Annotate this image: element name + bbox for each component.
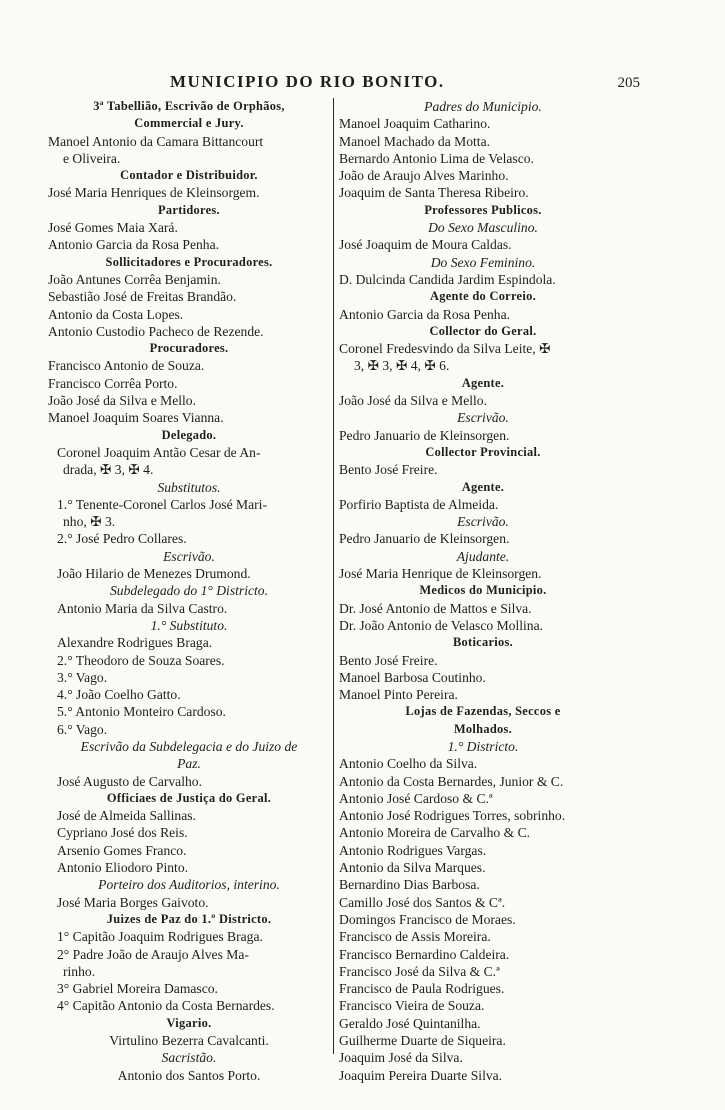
- subheading: 1.° Districto.: [447, 738, 519, 754]
- entry-line: 2° Padre João de Araujo Alves Ma-: [57, 946, 249, 962]
- entry-continuation: e Oliveira.: [63, 150, 121, 166]
- section-heading: 3ª Tabellião, Escrivão de Orphãos,: [93, 99, 285, 113]
- entry-line: Antonio Moreira de Carvalho & C.: [339, 825, 531, 841]
- section-heading: Medicos do Municipio.: [419, 583, 547, 598]
- entry-line: Joaquim de Santa Theresa Ribeiro.: [339, 185, 529, 201]
- entry-line: Bento José Freire.: [339, 652, 438, 668]
- subheading: Escrivão.: [457, 514, 509, 530]
- right-column: [339, 98, 627, 1084]
- entry-line: D. Dulcinda Candida Jardim Espindola.: [339, 271, 556, 287]
- entry-line: Antonio da Costa Bernardes, Junior & C.: [339, 773, 564, 789]
- section-heading: Procuradores.: [149, 341, 229, 356]
- left-column: [48, 98, 330, 1084]
- section-heading: Lojas de Fazendas, Seccos e: [405, 704, 561, 719]
- entry-line: Manoel Antonio da Camara Bittancourt: [48, 133, 264, 149]
- entry-line: Francisco Corrêa Porto.: [48, 375, 178, 391]
- entry-line: 3° Gabriel Moreira Damasco.: [57, 981, 218, 997]
- entry-line: 2.° José Pedro Collares.: [57, 531, 187, 547]
- subheading: Do Sexo Masculino.: [428, 220, 538, 236]
- page-number: 205: [617, 75, 640, 91]
- entry-line: Coronel Joaquim Antão Cesar de An-: [57, 444, 261, 460]
- entry-line: Dr. João Antonio de Velasco Mollina.: [339, 617, 544, 633]
- entry-line: João Hilario de Menezes Drumond.: [57, 566, 251, 582]
- entry-line: Antonio Garcia da Rosa Penha.: [48, 237, 220, 253]
- subheading: Padres do Municipio.: [424, 99, 542, 114]
- column-divider: [333, 98, 334, 1054]
- entry-line: João José da Silva e Mello.: [48, 393, 196, 409]
- section-heading: Delegado.: [161, 427, 217, 442]
- entry-line: José Maria Henrique de Kleinsorgen.: [339, 566, 542, 582]
- subheading: 1.° Substituto.: [150, 617, 228, 633]
- entry-line: Antonio da Costa Lopes.: [48, 306, 184, 322]
- entry-line: Antonio Garcia da Rosa Penha.: [339, 306, 511, 322]
- entry-line: Pedro Januario de Kleinsorgen.: [339, 531, 510, 547]
- entry-line: Francisco Bernardino Caldeira.: [339, 946, 510, 962]
- entry-line: Coronel Fredesvindo da Silva Leite, ✠: [339, 341, 551, 357]
- entry-line: Cypriano José dos Reis.: [57, 825, 188, 841]
- entry-line: Francisco de Assis Moreira.: [339, 929, 491, 945]
- entry-line: João Antunes Corrêa Benjamin.: [48, 271, 221, 287]
- section-heading: Vigario.: [166, 1015, 212, 1030]
- entry-line: Manoel Joaquim Catharino.: [339, 116, 491, 132]
- entry-line: Francisco de Paula Rodrigues.: [339, 981, 505, 997]
- subheading: Escrivão.: [163, 548, 215, 564]
- entry-line: Dr. José Antonio de Mattos e Silva.: [339, 600, 532, 616]
- subheading: Sacristão.: [161, 1050, 217, 1066]
- entry-line: Alexandre Rodrigues Braga.: [57, 635, 213, 651]
- section-heading: Molhados.: [453, 721, 513, 736]
- entry-line: Sebastião José de Freitas Brandão.: [48, 289, 237, 305]
- section-heading: Contador e Distribuidor.: [120, 168, 258, 183]
- entry-line: Bento José Freire.: [339, 462, 438, 478]
- entry-line: Bernardino Dias Barbosa.: [339, 877, 480, 893]
- section-heading: Juizes de Paz do 1.º Districto.: [106, 911, 272, 926]
- entry-continuation: 3, ✠ 3, ✠ 4, ✠ 6.: [354, 358, 450, 374]
- entry-line: José Maria Borges Gaivoto.: [57, 894, 209, 910]
- entry-line: João de Araujo Alves Marinho.: [339, 168, 509, 184]
- entry-line: José Joaquim de Moura Caldas.: [339, 237, 512, 253]
- section-heading: Sollicitadores e Procuradores.: [105, 254, 273, 269]
- entry-line: José de Almeida Sallinas.: [57, 808, 196, 824]
- entry-line: João José da Silva e Mello.: [339, 393, 487, 409]
- entry-line: Guilherme Duarte de Siqueira.: [339, 1033, 506, 1049]
- entry-line: Antonio Custodio Pacheco de Rezende.: [48, 323, 264, 339]
- entry-line: Antonio José Rodrigues Torres, sobrinho.: [339, 808, 566, 824]
- entry-line: José Gomes Maia Xará.: [48, 220, 178, 236]
- entry-line: Manoel Pinto Pereira.: [339, 687, 458, 703]
- entry-line: Manoel Joaquim Soares Vianna.: [48, 410, 224, 426]
- entry-line: 5.° Antonio Monteiro Cardoso.: [57, 704, 226, 720]
- entry-continuation: rinho.: [63, 963, 96, 979]
- entry-line: Bernardo Antonio Lima de Velasco.: [339, 150, 534, 166]
- entry-line: 6.° Vago.: [57, 721, 108, 737]
- section-heading: Partidores.: [158, 202, 220, 217]
- section-heading: Professores Publicos.: [424, 202, 542, 217]
- entry-line: Manoel Barbosa Coutinho.: [339, 669, 486, 685]
- entry-line: Antonio Rodrigues Vargas.: [339, 842, 487, 858]
- subheading: Porteiro dos Auditorios, interino.: [98, 877, 280, 893]
- entry-line: José Maria Henriques de Kleinsorgem.: [48, 185, 260, 201]
- entry-line: Geraldo José Quintanilha.: [339, 1015, 481, 1031]
- section-heading: Agente do Correio.: [430, 289, 536, 304]
- section-heading: Boticarios.: [452, 635, 514, 650]
- entry-line: Antonio Maria da Silva Castro.: [57, 600, 228, 616]
- entry-line: Antonio da Silva Marques.: [339, 860, 486, 876]
- page-title: MUNICIPIO DO RIO BONITO.: [170, 72, 445, 91]
- entry-line: Joaquim José da Silva.: [339, 1050, 463, 1066]
- entry-line: José Augusto de Carvalho.: [57, 773, 202, 789]
- entry-line: Porfirio Baptista de Almeida.: [339, 496, 499, 512]
- entry-line: Antonio José Cardoso & C.ª: [339, 790, 493, 806]
- entry-line: Francisco Vieira de Souza.: [339, 998, 485, 1014]
- entry-line: 2.° Theodoro de Souza Soares.: [57, 652, 225, 668]
- entry-line: Antonio dos Santos Porto.: [117, 1067, 261, 1083]
- entry-line: Joaquim Pereira Duarte Silva.: [339, 1067, 503, 1083]
- subheading: Do Sexo Feminino.: [430, 254, 536, 270]
- subheading: Paz.: [177, 756, 201, 772]
- entry-line: Domingos Francisco de Moraes.: [339, 911, 516, 927]
- entry-line: Camillo José dos Santos & Cª.: [339, 894, 506, 910]
- subheading: Escrivão da Subdelegacia e do Juizo de: [80, 738, 298, 754]
- entry-line: Antonio Eliodoro Pinto.: [57, 860, 189, 876]
- subheading: Escrivão.: [457, 410, 509, 426]
- entry-line: 4.° João Coelho Gatto.: [57, 687, 181, 703]
- section-heading: Agente.: [461, 375, 505, 390]
- entry-line: Arsenio Gomes Franco.: [57, 842, 187, 858]
- entry-line: 1° Capitão Joaquim Rodrigues Braga.: [57, 929, 263, 945]
- entry-line: Manoel Machado da Motta.: [339, 133, 490, 149]
- section-heading: Officiaes de Justiça do Geral.: [106, 790, 272, 805]
- entry-line: 4° Capitão Antonio da Costa Bernardes.: [57, 998, 275, 1014]
- page-header: [40, 72, 640, 92]
- entry-continuation: nho, ✠ 3.: [63, 514, 116, 530]
- entry-line: 3.° Vago.: [57, 669, 108, 685]
- section-heading: Agente.: [461, 479, 505, 494]
- section-heading: Collector do Geral.: [429, 323, 537, 338]
- subheading: Ajudante.: [456, 548, 510, 564]
- entry-line: Francisco José da Silva & C.ª: [339, 963, 500, 979]
- entry-line: Virtulino Bezerra Cavalcanti.: [109, 1033, 269, 1049]
- entry-line: Antonio Coelho da Silva.: [339, 756, 478, 772]
- subheading: Subdelegado do 1° Districto.: [110, 583, 268, 599]
- entry-line: Francisco Antonio de Souza.: [48, 358, 205, 374]
- entry-continuation: drada, ✠ 3, ✠ 4.: [63, 462, 154, 478]
- section-heading: Collector Provincial.: [425, 444, 541, 459]
- section-heading: Commercial e Jury.: [134, 116, 244, 131]
- entry-line: 1.° Tenente-Coronel Carlos José Mari-: [57, 496, 267, 512]
- entry-line: Pedro Januario de Kleinsorgen.: [339, 427, 510, 443]
- subheading: Substitutos.: [157, 479, 221, 495]
